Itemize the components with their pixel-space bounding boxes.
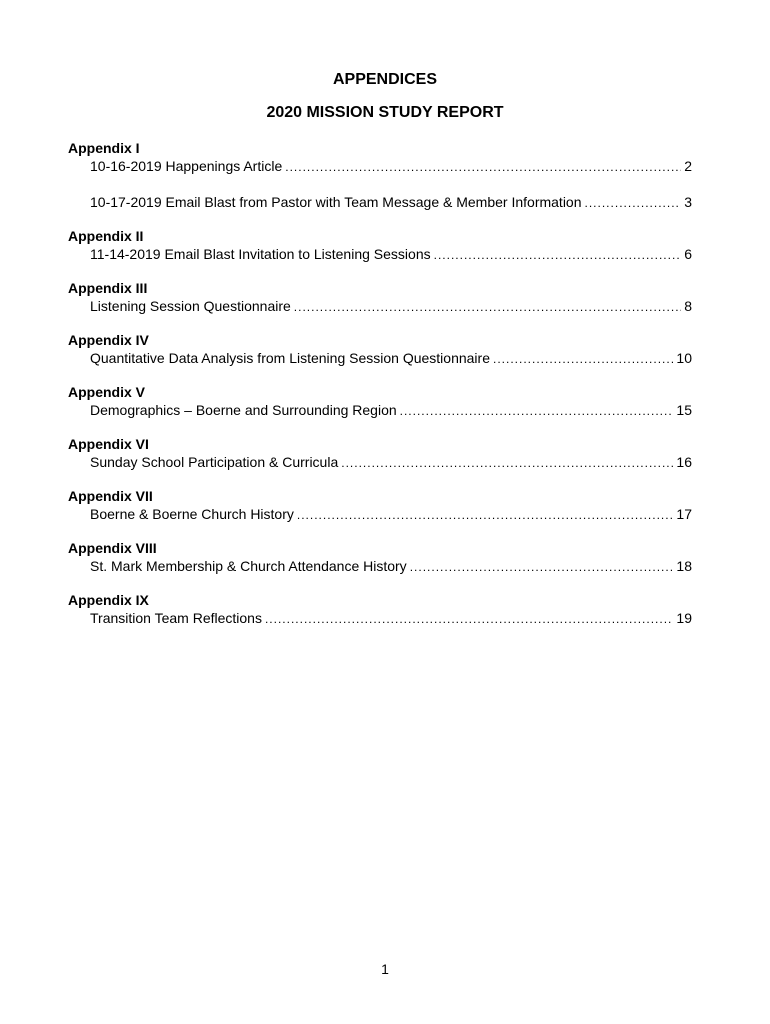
appendix-heading: Appendix IV <box>68 332 149 348</box>
appendix-heading: Appendix III <box>68 280 148 296</box>
dot-leader <box>297 506 674 524</box>
appendix-section <box>68 591 692 627</box>
dot-leader <box>265 610 673 628</box>
toc-entry-page-number: 10 <box>676 350 692 366</box>
dot-leader <box>434 246 682 264</box>
toc-entry-page-number: 8 <box>684 298 692 314</box>
toc-entry-title: 11-14-2019 Email Blast Invitation to Listening Sessions <box>90 246 431 262</box>
appendix-heading: Appendix VI <box>68 436 149 452</box>
toc-entry <box>68 401 692 419</box>
toc-entry <box>68 505 692 523</box>
toc-entry <box>68 157 692 175</box>
dot-leader <box>285 158 681 176</box>
dot-leader <box>341 454 673 472</box>
toc-entry <box>68 193 692 211</box>
appendix-heading: Appendix I <box>68 140 140 156</box>
toc-entry-title: Quantitative Data Analysis from Listening Session Questionnaire <box>90 350 490 366</box>
appendix-section <box>68 435 692 471</box>
document-subtitle: 2020 MISSION STUDY REPORT <box>266 104 504 121</box>
appendix-section <box>68 539 692 575</box>
appendix-heading: Appendix V <box>68 384 146 400</box>
toc-entry-title: 10-16-2019 Happenings Article <box>90 158 283 174</box>
dot-leader <box>493 350 673 368</box>
toc-entry <box>68 453 692 471</box>
page-number: 1 <box>381 961 389 977</box>
toc-entry-page-number: 17 <box>676 506 692 522</box>
toc-entry <box>68 609 692 627</box>
toc-entry-page-number: 2 <box>684 158 692 174</box>
appendix-section <box>68 331 692 367</box>
dot-leader <box>400 402 674 420</box>
appendix-heading: Appendix IX <box>68 592 149 608</box>
toc-entry-page-number: 3 <box>684 194 692 210</box>
appendix-heading: Appendix VII <box>68 488 153 504</box>
dot-leader <box>294 298 681 316</box>
toc-entry <box>68 557 692 575</box>
appendix-section <box>68 487 692 523</box>
toc-entry-title: Boerne & Boerne Church History <box>90 506 294 522</box>
toc-entry-title: Listening Session Questionnaire <box>90 298 291 314</box>
appendix-heading: Appendix II <box>68 228 144 244</box>
toc-entry-title: Demographics – Boerne and Surrounding Region <box>90 402 397 418</box>
appendix-section <box>68 139 692 211</box>
toc-entry-title: Transition Team Reflections <box>90 610 262 626</box>
toc-entry <box>68 245 692 263</box>
toc-entry <box>68 297 692 315</box>
toc-entry-title: St. Mark Membership & Church Attendance History <box>90 558 407 574</box>
appendix-heading: Appendix VIII <box>68 540 157 556</box>
document-title: APPENDICES <box>332 71 438 88</box>
appendix-section <box>68 279 692 315</box>
toc-entry-page-number: 19 <box>676 610 692 626</box>
toc-entry-title: Sunday School Participation & Curricula <box>90 454 339 470</box>
toc-entry-page-number: 18 <box>676 558 692 574</box>
table-of-contents <box>68 139 692 643</box>
appendix-section <box>68 383 692 419</box>
toc-entry <box>68 349 692 367</box>
appendix-section <box>68 227 692 263</box>
dot-leader <box>585 194 682 212</box>
toc-entry-page-number: 15 <box>676 402 692 418</box>
toc-entry-title: 10-17-2019 Email Blast from Pastor with Team Message & Member Information <box>90 194 582 210</box>
dot-leader <box>410 558 674 576</box>
toc-entry-page-number: 6 <box>684 246 692 262</box>
toc-entry-page-number: 16 <box>676 454 692 470</box>
